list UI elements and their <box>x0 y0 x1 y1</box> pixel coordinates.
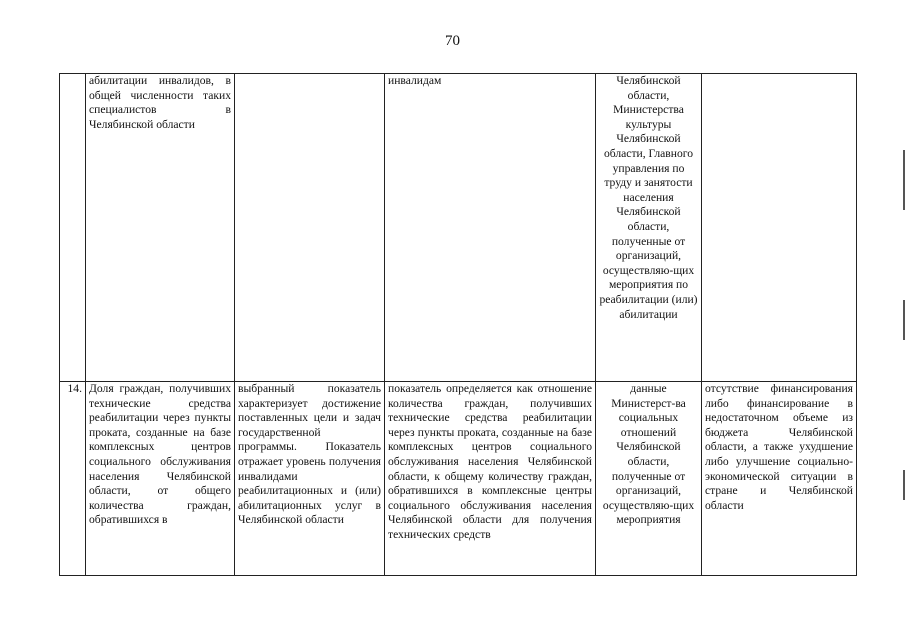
data-source-cell: данные Министерст-ва социальных отношений Челябинской области, полученные от организаций, осуществляю-щих мероприятия <box>596 382 702 576</box>
table-row <box>60 74 857 382</box>
indicator-name-cell: абилитации инвалидов, в общей численности таких специалистов в Челябинской области <box>86 74 235 382</box>
data-source-cell: Челябинской области, Министерства культуры Челябинской области, Главного управления по труду и занятости населения Челябинской области, полученные от организаций, осуществляю-щих мероприятия по реабилитации (или) абилитации <box>596 74 702 382</box>
risks-cell <box>702 74 857 382</box>
page-number: 70 <box>445 33 460 49</box>
risks-cell: отсутствие финансирования либо финансирование в недостаточном объеме из бюджета Челябинской области, а также ухудшение либо улучшение социально-экономической ситуации в стране и Челябинской области <box>702 382 857 576</box>
calculation-method-cell: показатель определяется как отношение количества граждан, получивших технические средства реабилитации через пункты проката, созданные на базе комплексных центров социального обслуживания населения Челябинской области, к общему количеству граждан, обратившихся в комплексные центры социального обслуживания населения Челябинской области для получения технических средств <box>385 382 596 576</box>
row-number <box>60 74 86 382</box>
indicator-name-cell: Доля граждан, получивших технические средства реабилитации через пункты проката, созданные на базе комплексных центров социального обслуживания населения Челябинской области, от общего количества граждан, обратившихся в <box>86 382 235 576</box>
indicator-description-cell: выбранный показатель характеризует достижение поставленных цели и задач государственной программы. Показатель отражает уровень получения инвалидами реабилитационных и (или) абилитационных услуг в Челябинской области <box>235 382 385 576</box>
calculation-method-cell: инвалидам <box>385 74 596 382</box>
indicators-table <box>59 73 857 576</box>
indicator-description-cell <box>235 74 385 382</box>
row-number: 14. <box>60 382 86 576</box>
table-row <box>60 382 857 576</box>
